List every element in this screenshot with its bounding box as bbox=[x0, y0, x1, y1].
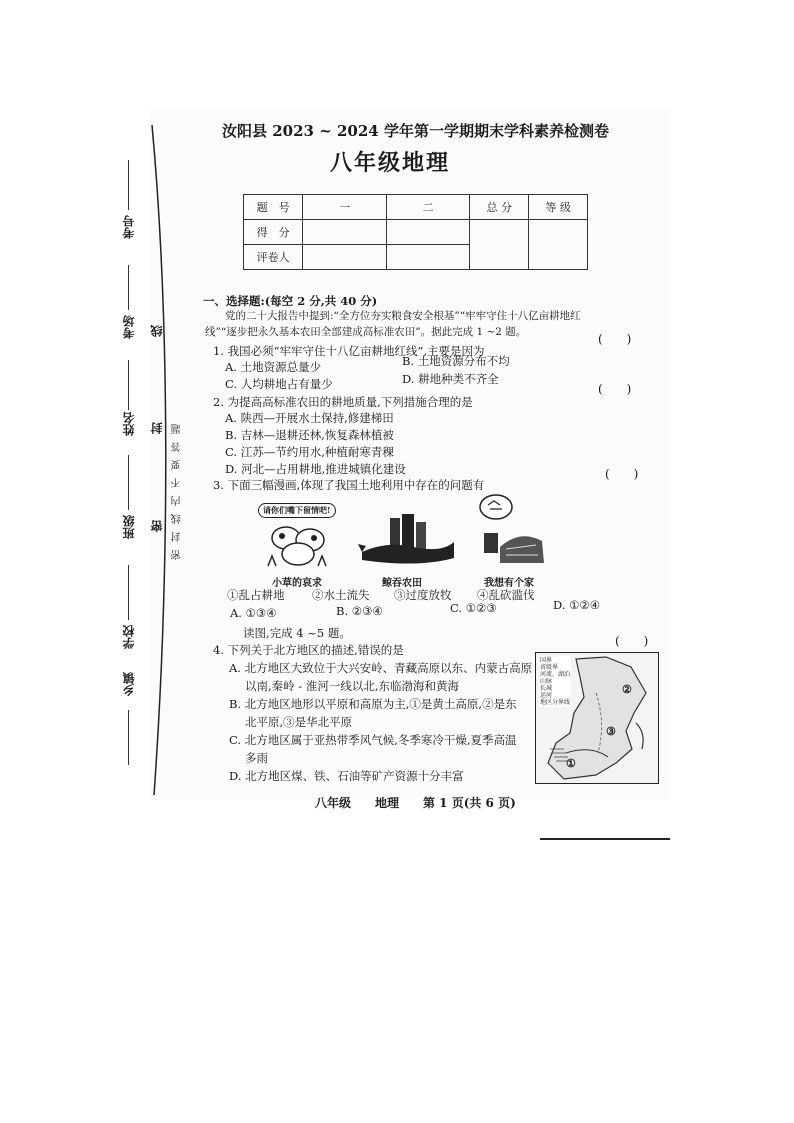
exam-title: 汝阳县 2023 ~ 2024 学年第一学期期末学科素养检测卷 bbox=[222, 122, 609, 140]
cartoon-whale-city-icon bbox=[358, 512, 458, 572]
legend-item: 河流、湖泊 bbox=[540, 671, 571, 678]
cartoon-speech-bubble: 请你们嘴下留情吧! bbox=[258, 503, 336, 518]
q2-option-b: B. 吉林—退耕还林,恢复森林植被 bbox=[225, 428, 394, 442]
q2-option-c: C. 江苏—节约用水,种植耐寒青稞 bbox=[225, 445, 394, 459]
legend-item: 地区分界线 bbox=[540, 699, 571, 706]
seal-word-feng: 封 bbox=[150, 422, 164, 434]
q3-item-4: ④乱砍滥伐 bbox=[477, 588, 535, 602]
q3-stem: 3. 下面三幅漫画,体现了我国土地利用中存在的问题有 bbox=[213, 478, 485, 492]
score-row-label: 得 分 bbox=[244, 220, 303, 245]
read-map-instruction: 读图,完成 4 ~5 题。 bbox=[243, 626, 351, 640]
map-label-2: ② bbox=[622, 683, 632, 696]
map-label-1: ① bbox=[566, 757, 576, 770]
intro-line-2: 线”“逐步把永久基本农田全部建成高标准农田”。据此完成 1 ~2 题。 bbox=[205, 326, 527, 338]
cartoon-caption-1: 小草的哀求 bbox=[272, 578, 322, 589]
q3-option-c: C. ①②③ bbox=[450, 601, 497, 615]
q3-option-d: D. ①②④ bbox=[553, 598, 601, 612]
q4-option-b-line2: 北平原,③是华北平原 bbox=[245, 715, 353, 729]
seal-notice: 密封线内不要答题 bbox=[172, 416, 183, 560]
q4-answer-paren[interactable]: ( ) bbox=[615, 634, 649, 648]
q1-option-d: D. 耕地种类不齐全 bbox=[402, 372, 499, 386]
score-cell-total[interactable] bbox=[470, 220, 529, 270]
legend-item: 运河 bbox=[540, 692, 553, 699]
q3-option-a: A. ①③④ bbox=[230, 606, 277, 620]
q2-answer-paren[interactable]: ( ) bbox=[598, 382, 632, 396]
page-footer: 八年级 地理 第 1 页(共 6 页) bbox=[315, 796, 516, 810]
score-col-grade: 等 级 bbox=[529, 195, 588, 220]
score-cell[interactable] bbox=[386, 220, 470, 245]
q2-option-a: A. 陕西—开展水土保持,修建梯田 bbox=[225, 411, 394, 425]
score-row-label: 题 号 bbox=[244, 195, 303, 220]
page-edge-line bbox=[540, 838, 670, 840]
score-col-1: 一 bbox=[303, 195, 387, 220]
cartoon-caption-2: 鲸吞农田 bbox=[382, 578, 422, 589]
field-name: 姓名 bbox=[122, 412, 136, 436]
q1-stem: 1. 我国必须“牢牢守住十八亿亩耕地红线”,主要是因为 bbox=[213, 344, 485, 358]
intro-line-1: 党的二十大报告中提到:“全方位夯实粮食安全根基”“牢牢守住十八亿亩耕地红 bbox=[225, 310, 581, 322]
field-kaochang: 考场 bbox=[122, 315, 136, 339]
q3-answer-paren[interactable]: ( ) bbox=[605, 467, 639, 481]
field-kaohao: 考号 bbox=[122, 215, 136, 239]
field-class: 班级 bbox=[122, 515, 136, 539]
q1-option-a: A. 土地资源总量少 bbox=[225, 360, 322, 374]
q3-item-1: ①乱占耕地 bbox=[227, 588, 285, 602]
north-china-map bbox=[535, 652, 659, 784]
score-cell[interactable] bbox=[303, 220, 387, 245]
q4-option-a-line2: 以南,秦岭 - 淮河一线以北,东临渤海和黄海 bbox=[245, 679, 460, 693]
legend-item: 长城 bbox=[540, 685, 553, 692]
q3-item-3: ③过度放牧 bbox=[394, 588, 452, 602]
subject-title: 八年级地理 bbox=[330, 150, 451, 176]
q2-option-d: D. 河北—占用耕地,推进城镇化建设 bbox=[225, 462, 406, 476]
field-township: 乡镇 bbox=[122, 672, 136, 696]
q4-option-a-line1: A. 北方地区大致位于大兴安岭、青藏高原以东、内蒙古高原 bbox=[229, 661, 533, 675]
score-row-label: 评卷人 bbox=[244, 245, 303, 270]
cartoon-tree-stump-icon bbox=[470, 493, 550, 571]
q4-option-c-line2: 多雨 bbox=[245, 751, 268, 765]
score-table bbox=[243, 194, 588, 270]
q3-option-b: B. ②③④ bbox=[336, 604, 383, 618]
q2-stem: 2. 为提高高标准农田的耕地质量,下列措施合理的是 bbox=[213, 395, 473, 409]
q1-answer-paren[interactable]: ( ) bbox=[598, 332, 632, 346]
seal-line-word: 线 bbox=[150, 325, 164, 337]
legend-item: 山脉 bbox=[540, 678, 553, 685]
seal-word-mi: 密 bbox=[150, 520, 164, 532]
cartoon-caption-3: 我想有个家 bbox=[484, 578, 534, 589]
map-label-3: ③ bbox=[606, 725, 616, 738]
field-school: 学校 bbox=[122, 625, 136, 649]
legend-item: 省级界 bbox=[540, 664, 559, 671]
legend-item: 国界 bbox=[540, 657, 553, 664]
score-col-total: 总 分 bbox=[470, 195, 529, 220]
score-cell[interactable] bbox=[303, 245, 387, 270]
q4-option-d: D. 北方地区煤、铁、石油等矿产资源十分丰富 bbox=[229, 769, 464, 783]
score-col-2: 二 bbox=[386, 195, 470, 220]
section-heading: 一、选择题:(每空 2 分,共 40 分) bbox=[203, 294, 378, 308]
score-cell-grade[interactable] bbox=[529, 220, 588, 270]
score-cell[interactable] bbox=[386, 245, 470, 270]
q1-option-b: B. 土地资源分布不均 bbox=[402, 354, 510, 368]
q1-option-c: C. 人均耕地占有量少 bbox=[225, 377, 333, 391]
q4-option-c-line1: C. 北方地区属于亚热带季风气候,冬季寒冷干燥,夏季高温 bbox=[229, 733, 517, 747]
q4-option-b-line1: B. 北方地区地形以平原和高原为主,①是黄土高原,②是东 bbox=[229, 697, 517, 711]
cartoon-sheep-icon bbox=[258, 518, 338, 570]
q3-item-2: ②水土流失 bbox=[312, 588, 370, 602]
q4-stem: 4. 下列关于北方地区的描述,错误的是 bbox=[213, 643, 404, 657]
map-legend bbox=[539, 656, 571, 707]
